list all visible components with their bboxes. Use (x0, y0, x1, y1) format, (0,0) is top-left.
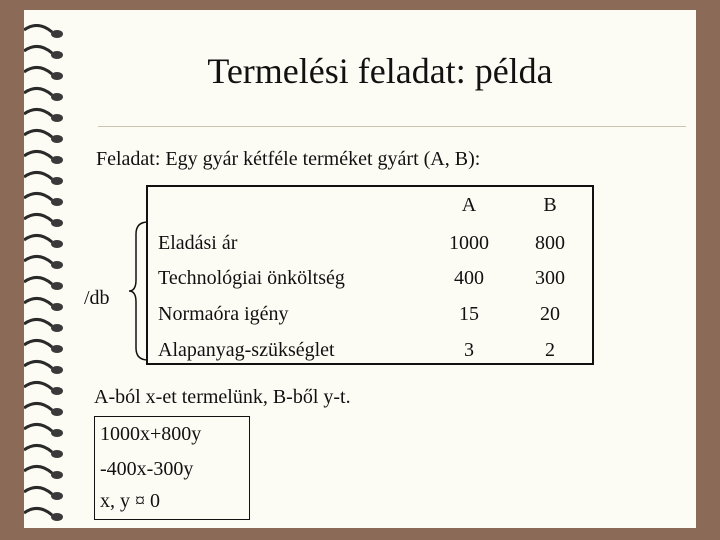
column-header-b: B (543, 194, 557, 216)
model-line: -400x-300y (100, 458, 194, 480)
spiral-binding-icon (24, 24, 104, 534)
unit-label: /db (84, 287, 110, 309)
cell-b: 300 (535, 267, 565, 289)
cell-a: 400 (454, 267, 484, 289)
row-label: Alapanyag-szükséglet (158, 339, 335, 361)
model-line: x, y ¤ 0 (100, 490, 160, 512)
cell-a: 15 (459, 303, 479, 325)
column-header-a: A (461, 194, 477, 216)
slide-title: Termelési feladat: példa (207, 51, 553, 91)
task-statement: Feladat: Egy gyár kétféle terméket gyárt (A, B): (96, 148, 481, 170)
title-divider (98, 126, 686, 127)
row-label: Eladási ár (158, 232, 238, 254)
row-label: Normaóra igény (158, 303, 289, 325)
cell-a: 3 (464, 339, 474, 361)
cell-b: 20 (540, 303, 560, 325)
model-line: 1000x+800y (100, 423, 202, 445)
cell-b: 800 (535, 232, 565, 254)
cell-b: 2 (545, 339, 555, 361)
row-label: Technológiai önköltség (158, 267, 345, 289)
model-intro: A-ból x-et termelünk, B-ből y-t. (94, 386, 351, 408)
cell-a: 1000 (449, 232, 489, 254)
